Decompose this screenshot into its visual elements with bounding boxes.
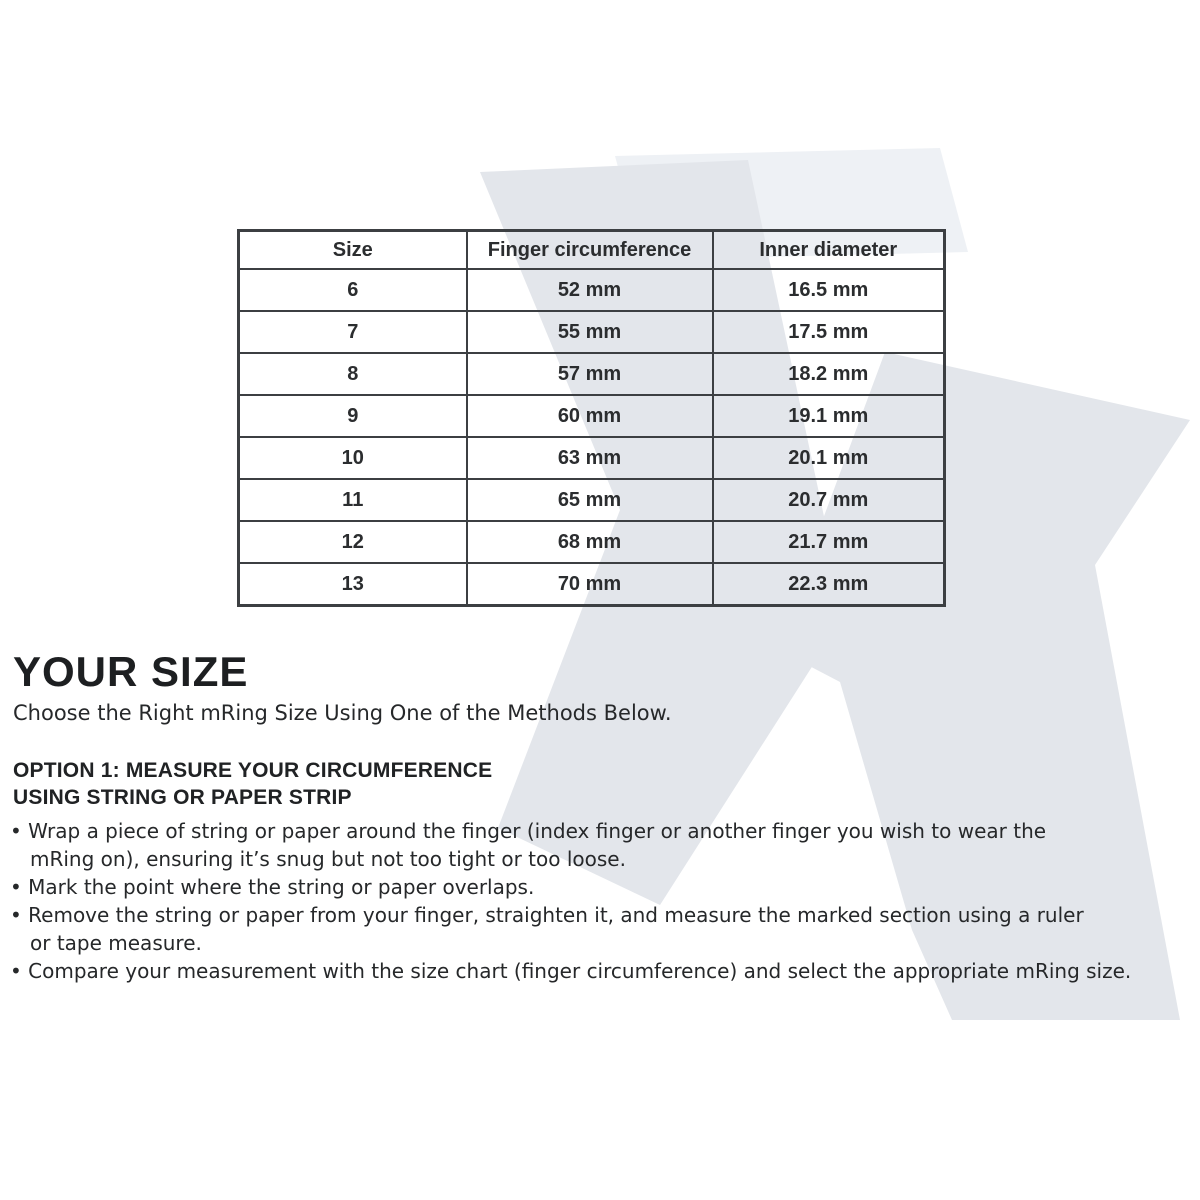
size-cell: 11 (239, 479, 467, 521)
diameter-cell: 19.1 mm (713, 395, 945, 437)
table-header-row (239, 231, 945, 270)
diameter-cell: 22.3 mm (713, 563, 945, 606)
option1-heading-line2: USING STRING OR PAPER STRIP (13, 786, 352, 809)
size-cell: 12 (239, 521, 467, 563)
circumference-cell: 55 mm (467, 311, 713, 353)
table-row (239, 269, 945, 311)
list-item (10, 873, 1200, 901)
list-item (10, 957, 1200, 985)
diameter-cell: 20.7 mm (713, 479, 945, 521)
table-row (239, 311, 945, 353)
list-item-text: • Mark the point where the string or paper overlaps. (10, 875, 535, 899)
page-title: YOUR SIZE (13, 648, 249, 695)
size-cell: 8 (239, 353, 467, 395)
option1-heading-line1: OPTION 1: MEASURE YOUR CIRCUMFERENCE (13, 759, 493, 782)
circumference-cell: 70 mm (467, 563, 713, 606)
table-row (239, 521, 945, 563)
table-row (239, 395, 945, 437)
diameter-cell: 21.7 mm (713, 521, 945, 563)
diameter-cell: 16.5 mm (713, 269, 945, 311)
table-row (239, 563, 945, 606)
column-header-size: Size (239, 231, 467, 270)
table-row (239, 353, 945, 395)
list-item-text: • Remove the string or paper from your finger, straighten it, and measure the marked section using a ruler (10, 903, 1084, 927)
circumference-cell: 57 mm (467, 353, 713, 395)
list-item-text: • Wrap a piece of string or paper around the finger (index finger or another finger you wish to wear the (10, 819, 1047, 843)
circumference-cell: 68 mm (467, 521, 713, 563)
list-item (10, 817, 1200, 873)
subtitle: Choose the Right mRing Size Using One of the Methods Below. (13, 701, 672, 725)
diameter-cell: 17.5 mm (713, 311, 945, 353)
size-cell: 9 (239, 395, 467, 437)
circumference-cell: 65 mm (467, 479, 713, 521)
circumference-cell: 60 mm (467, 395, 713, 437)
option1-heading (13, 757, 492, 811)
circumference-cell: 63 mm (467, 437, 713, 479)
list-item-text: • Compare your measurement with the size chart (finger circumference) and select the appropriate mRing size. (10, 959, 1132, 983)
size-cell: 6 (239, 269, 467, 311)
table-row (239, 437, 945, 479)
list-item (10, 901, 1200, 957)
list-item-text-continued: mRing on), ensuring it’s snug but not too tight or too loose. (30, 847, 626, 871)
size-cell: 13 (239, 563, 467, 606)
size-cell: 10 (239, 437, 467, 479)
circumference-cell: 52 mm (467, 269, 713, 311)
diameter-cell: 18.2 mm (713, 353, 945, 395)
size-cell: 7 (239, 311, 467, 353)
instructions-list (10, 817, 1200, 985)
column-header-diameter: Inner diameter (713, 231, 945, 270)
diameter-cell: 20.1 mm (713, 437, 945, 479)
table-row (239, 479, 945, 521)
list-item-text-continued: or tape measure. (30, 931, 202, 955)
size-chart-table (237, 229, 946, 607)
column-header-circumference: Finger circumference (467, 231, 713, 270)
